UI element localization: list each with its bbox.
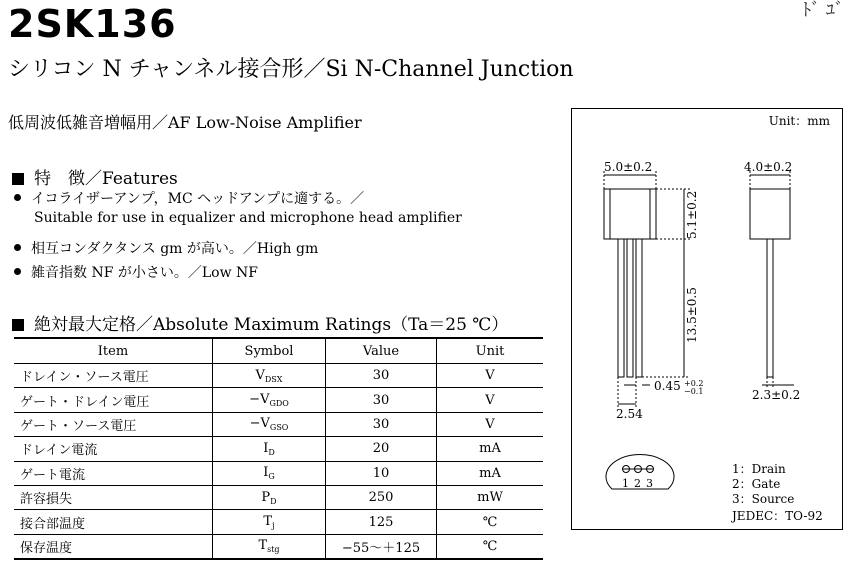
cell-unit: V: [437, 412, 544, 436]
feature-item-continued: Suitable for use in equalizer and microphone head amplifier: [34, 210, 462, 226]
cell-unit: mA: [437, 437, 544, 461]
to92-outline-drawing: [572, 109, 842, 529]
dim-pitch: 2.54: [616, 407, 643, 421]
jedec-label: JEDEC：TO-92: [732, 509, 823, 523]
cell-value: 20: [326, 437, 437, 461]
cell-value: 125: [326, 510, 437, 534]
cell-item: ドレイン電流: [14, 437, 213, 461]
cell-item: ドレイン・ソース電圧: [14, 364, 213, 388]
features-heading: 特 徴／Features: [12, 164, 178, 189]
cell-unit: ℃: [437, 510, 544, 534]
dim-lead-width: 0.45: [654, 379, 681, 393]
table-row: [14, 364, 543, 388]
cell-symbol: $I_D$: [213, 437, 326, 461]
cell-value: 250: [326, 485, 437, 509]
cell-value: 30: [326, 364, 437, 388]
feature-item: 相互コンダクタンス gm が高い。／High gm: [14, 238, 318, 258]
pin-3-number: 3: [646, 477, 653, 490]
part-number: 2SK136: [8, 2, 177, 46]
cell-item: ゲート・ドレイン電圧: [14, 388, 213, 412]
cell-symbol: $T_j$: [213, 510, 326, 534]
cell-value: −55～＋125: [326, 534, 437, 559]
col-item: Item: [14, 338, 213, 364]
cell-unit: ℃: [437, 534, 544, 559]
pin-2-number: 2: [634, 477, 641, 490]
ratings-heading: 絶対最大定格／Absolute Maximum Ratings（Ta＝25 ℃）: [12, 310, 508, 335]
col-unit: Unit: [437, 338, 544, 364]
cell-symbol: $P_D$: [213, 485, 326, 509]
cell-item: 保存温度: [14, 534, 213, 559]
table-row: [14, 412, 543, 436]
cell-unit: V: [437, 364, 544, 388]
col-symbol: Symbol: [213, 338, 326, 364]
table-row: [14, 510, 543, 534]
col-value: Value: [326, 338, 437, 364]
table-header-row: [14, 338, 543, 364]
dim-lead-tol-minus: −0.1: [684, 387, 704, 396]
cell-unit: mW: [437, 485, 544, 509]
feature-item: 雑音指数 NF が小さい。／Low NF: [14, 262, 258, 282]
cell-item: ゲート・ソース電圧: [14, 412, 213, 436]
dim-depth: 4.0±0.2: [744, 160, 793, 174]
cell-value: 30: [326, 388, 437, 412]
table-row: [14, 388, 543, 412]
package-drawing: [571, 108, 843, 530]
dim-side: 2.3±0.2: [752, 388, 801, 402]
cell-symbol: $V_{DSX}$: [213, 364, 326, 388]
cell-item: ゲート電流: [14, 461, 213, 485]
cell-symbol: $T_{stg}$: [213, 534, 326, 559]
cell-value: 10: [326, 461, 437, 485]
dim-lead-length: 13.5±0.5: [685, 287, 699, 343]
dim-width: 5.0±0.2: [604, 160, 653, 174]
ratings-table: [14, 337, 543, 560]
cell-item: 許容損失: [14, 485, 213, 509]
feature-item: イコライザーアンプ，MC ヘッドアンプに適する。／: [14, 188, 364, 208]
cell-symbol: $-V_{GDO}$: [213, 388, 326, 412]
application: 低周波低雑音増幅用／AF Low-Noise Amplifier: [8, 113, 362, 132]
pin-1-number: 1: [622, 477, 629, 490]
corner-mark: ﾄﾞ ﾕﾞ: [802, 0, 844, 21]
pin-label-source: 3：Source: [732, 492, 795, 506]
cell-unit: V: [437, 388, 544, 412]
table-row: [14, 437, 543, 461]
cell-symbol: $I_G$: [213, 461, 326, 485]
table-row: [14, 485, 543, 509]
cell-item: 接合部温度: [14, 510, 213, 534]
table-row: [14, 534, 543, 559]
unit-label: Unit：mm: [768, 114, 830, 128]
table-row: [14, 461, 543, 485]
subtitle: シリコン N チャンネル接合形／Si N-Channel Junction: [8, 57, 574, 82]
dim-lead-tol-plus: +0.2: [684, 379, 704, 388]
cell-symbol: $-V_{GSO}$: [213, 412, 326, 436]
cell-value: 30: [326, 412, 437, 436]
pin-label-drain: 1：Drain: [732, 462, 786, 476]
dim-body-height: 5.1±0.2: [685, 190, 699, 239]
pin-label-gate: 2：Gate: [732, 477, 781, 491]
cell-unit: mA: [437, 461, 544, 485]
